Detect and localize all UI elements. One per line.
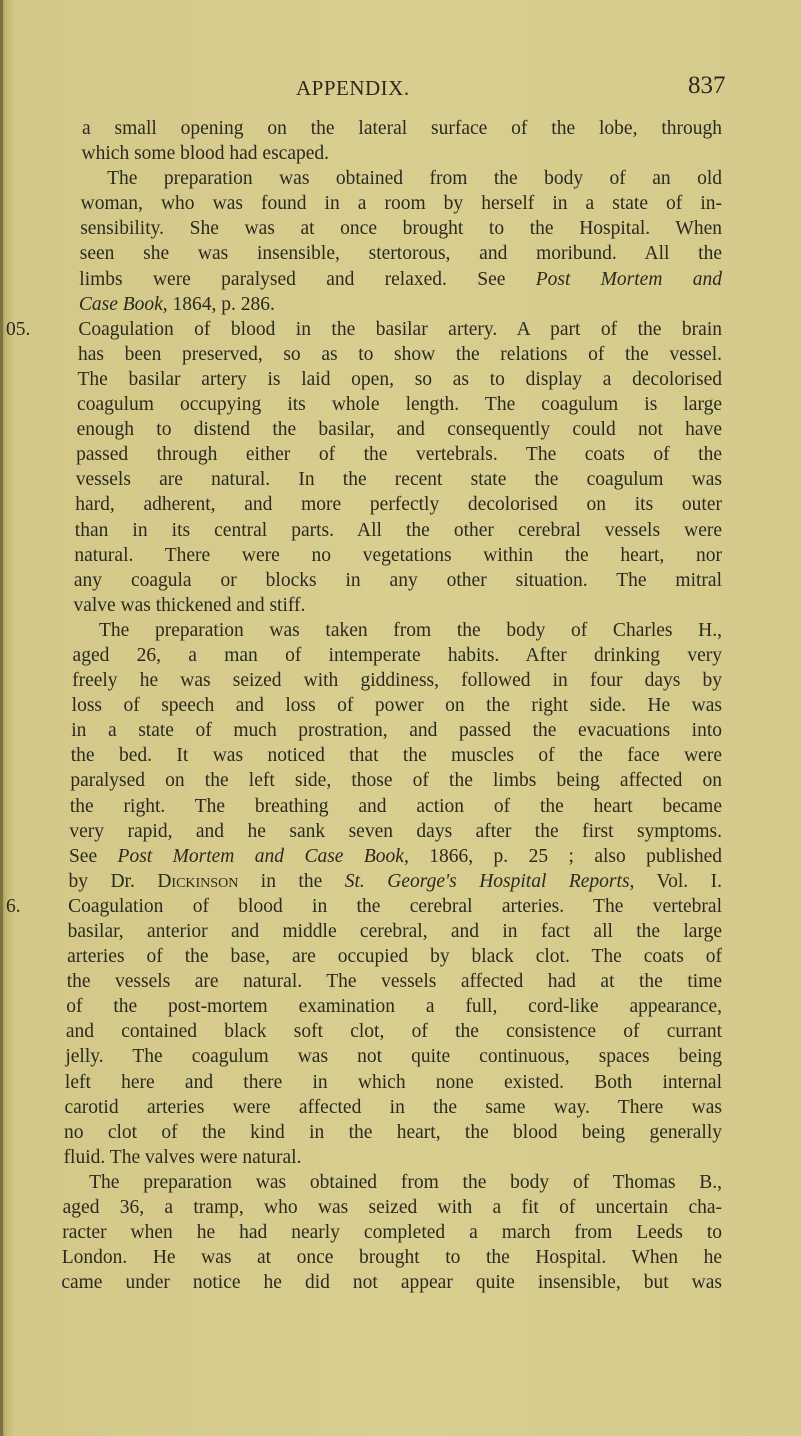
text-line (70, 794, 722, 819)
text-line (74, 543, 722, 568)
text-segment: the bed. It was noticed that the muscles of the face were (70, 745, 722, 767)
text-line (67, 969, 722, 994)
text-line (78, 342, 722, 367)
text-segment: The basilar artery is laid open, so as to display a decolorised (77, 368, 722, 390)
text-line (61, 1270, 722, 1295)
text-segment: woman, who was found in a room by herself in a state of in- (80, 193, 722, 215)
text-segment: came under notice he did not appear quite insensible, but was (61, 1272, 722, 1294)
text-segment: freely he was seized with giddiness, followed in four days by (72, 670, 722, 692)
text-segment: , 1864, p. 286. (162, 293, 275, 315)
text-segment: London. He was at once brought to the Hospital. When he (61, 1247, 722, 1269)
specimen-number: 05. (6, 318, 31, 340)
text-line (68, 919, 722, 944)
text-segment: , Vol. I. (629, 870, 722, 892)
text-line (80, 241, 722, 266)
author-name: Dickinson (157, 870, 239, 892)
text-segment: by Dr. (68, 870, 158, 892)
text-segment: fluid. The valves were natural. (63, 1146, 302, 1168)
text-segment: The preparation was obtained from the body of an old (107, 168, 722, 190)
text-segment: enough to distend the basilar, and consequently could not have (76, 419, 722, 441)
text-segment: the vessels are natural. The vessels affected had at the time (66, 971, 722, 993)
text-line (6, 894, 722, 919)
italic-citation: Post Mortem and (535, 268, 722, 290)
text-segment: of the post-mortem examination a full, cord-like appearance, (66, 996, 722, 1018)
page-header (0, 70, 801, 110)
text-segment: a small opening on the lateral surface of the lobe, through (82, 118, 722, 139)
italic-citation: St. George's Hospital Reports (344, 870, 630, 892)
text-segment: limbs were paralysed and relaxed. See (79, 268, 536, 290)
text-segment: aged 36, a tramp, who was seized with a fit of uncertain cha- (62, 1197, 722, 1219)
text-segment: racter when he had nearly completed a march from Leeds to (62, 1222, 722, 1244)
text-segment: and contained black soft clot, of the consistence of currant (65, 1021, 722, 1043)
text-line (62, 1245, 722, 1270)
text-line (78, 367, 723, 392)
text-line (69, 869, 723, 894)
text-line (79, 267, 722, 292)
text-segment: which some blood had escaped. (81, 143, 330, 165)
text-line (74, 568, 722, 593)
text-line (63, 1170, 722, 1195)
text-segment: in a state of much prostration, and passed the evacuations into (71, 720, 722, 742)
text-line (82, 141, 722, 166)
body-text (6, 116, 722, 1295)
page-edge (0, 0, 3, 1436)
text-segment: Coagulation of blood in the cerebral arteries. The vertebral (68, 895, 722, 917)
text-segment: jelly. The coagulum was not quite continuous, spaces being (65, 1046, 722, 1068)
text-line (73, 618, 722, 643)
text-line (71, 743, 722, 768)
text-segment: no clot of the kind in the heart, the blood being generally (64, 1121, 722, 1143)
text-line (82, 116, 722, 141)
text-segment: has been preserved, so as to show the relations of the vessel. (77, 343, 722, 365)
text-line (72, 693, 722, 718)
text-segment: aged 26, a man of intemperate habits. After drinking very (72, 644, 722, 666)
text-segment: See (68, 845, 118, 867)
text-segment: in the (238, 870, 345, 892)
text-segment: paralysed on the left side, those of the limbs being affected on (70, 770, 722, 792)
text-line (71, 718, 722, 743)
text-line (70, 768, 722, 793)
text-segment: basilar, anterior and middle cerebral, and in fact all the large (67, 921, 722, 942)
text-segment: Coagulation of blood in the basilar artery. A part of the brain (78, 318, 722, 340)
text-segment: vessels are natural. In the recent state the coagulum was (75, 469, 722, 491)
text-line (64, 1095, 722, 1120)
text-line (72, 668, 722, 693)
text-segment: natural. There were no vegetations within the heart, nor (74, 544, 722, 566)
text-line (67, 944, 722, 969)
text-line (63, 1195, 722, 1220)
text-line (76, 442, 722, 467)
text-line (73, 593, 722, 618)
text-segment: valve was thickened and stiff. (73, 594, 306, 616)
text-line (69, 844, 722, 869)
text-line (65, 1070, 722, 1095)
text-line (64, 1145, 722, 1170)
text-line (80, 216, 722, 241)
text-line (64, 1120, 722, 1145)
text-segment: , 1866, p. 25 ; also published (403, 845, 722, 867)
text-line (66, 994, 722, 1019)
text-line (79, 292, 722, 317)
text-line (66, 1019, 722, 1044)
text-segment: arteries of the base, are occupied by black clot. The coats of (67, 946, 722, 968)
text-line (73, 643, 722, 668)
text-segment: coagulum occupying its whole length. The coagulum is large (77, 394, 722, 416)
page-number: 837 (688, 72, 726, 99)
running-head: APPENDIX. (296, 76, 410, 100)
text-segment: seen she was insensible, stertorous, and moribund. All the (79, 243, 722, 265)
text-segment: the right. The breathing and action of the heart became (69, 795, 722, 817)
specimen-number: 6. (6, 895, 21, 917)
text-line (65, 1044, 722, 1069)
text-line (77, 392, 722, 417)
text-line (75, 492, 722, 517)
text-segment: The preparation was obtained from the body of Thomas B., (89, 1171, 722, 1193)
text-line (62, 1220, 722, 1245)
text-segment: any coagula or blocks in any other situation. The mitral (73, 569, 722, 591)
text-segment: left here and there in which none existed. Both internal (64, 1071, 722, 1093)
text-line (81, 166, 722, 191)
text-line (77, 417, 722, 442)
text-segment: The preparation was taken from the body of Charles H., (99, 619, 722, 641)
text-line (81, 191, 722, 216)
text-segment: hard, adherent, and more perfectly decolorised on its outer (75, 494, 722, 516)
text-segment: sensibility. She was at once brought to the Hospital. When (80, 218, 722, 240)
text-segment: carotid arteries were affected in the same way. There was (64, 1096, 722, 1118)
text-line (75, 518, 722, 543)
text-line (76, 467, 722, 492)
text-line (69, 819, 722, 844)
text-segment: passed through either of the vertebrals. The coats of the (76, 444, 722, 466)
text-segment: than in its central parts. All the other cerebral vessels were (74, 519, 722, 541)
text-segment: very rapid, and he sank seven days after the first symptoms. (69, 820, 722, 842)
text-segment: loss of speech and loss of power on the right side. He was (71, 695, 722, 717)
italic-citation: Post Mortem and Case Book (117, 845, 404, 867)
italic-citation: Case Book (78, 293, 163, 315)
text-line (6, 317, 722, 342)
